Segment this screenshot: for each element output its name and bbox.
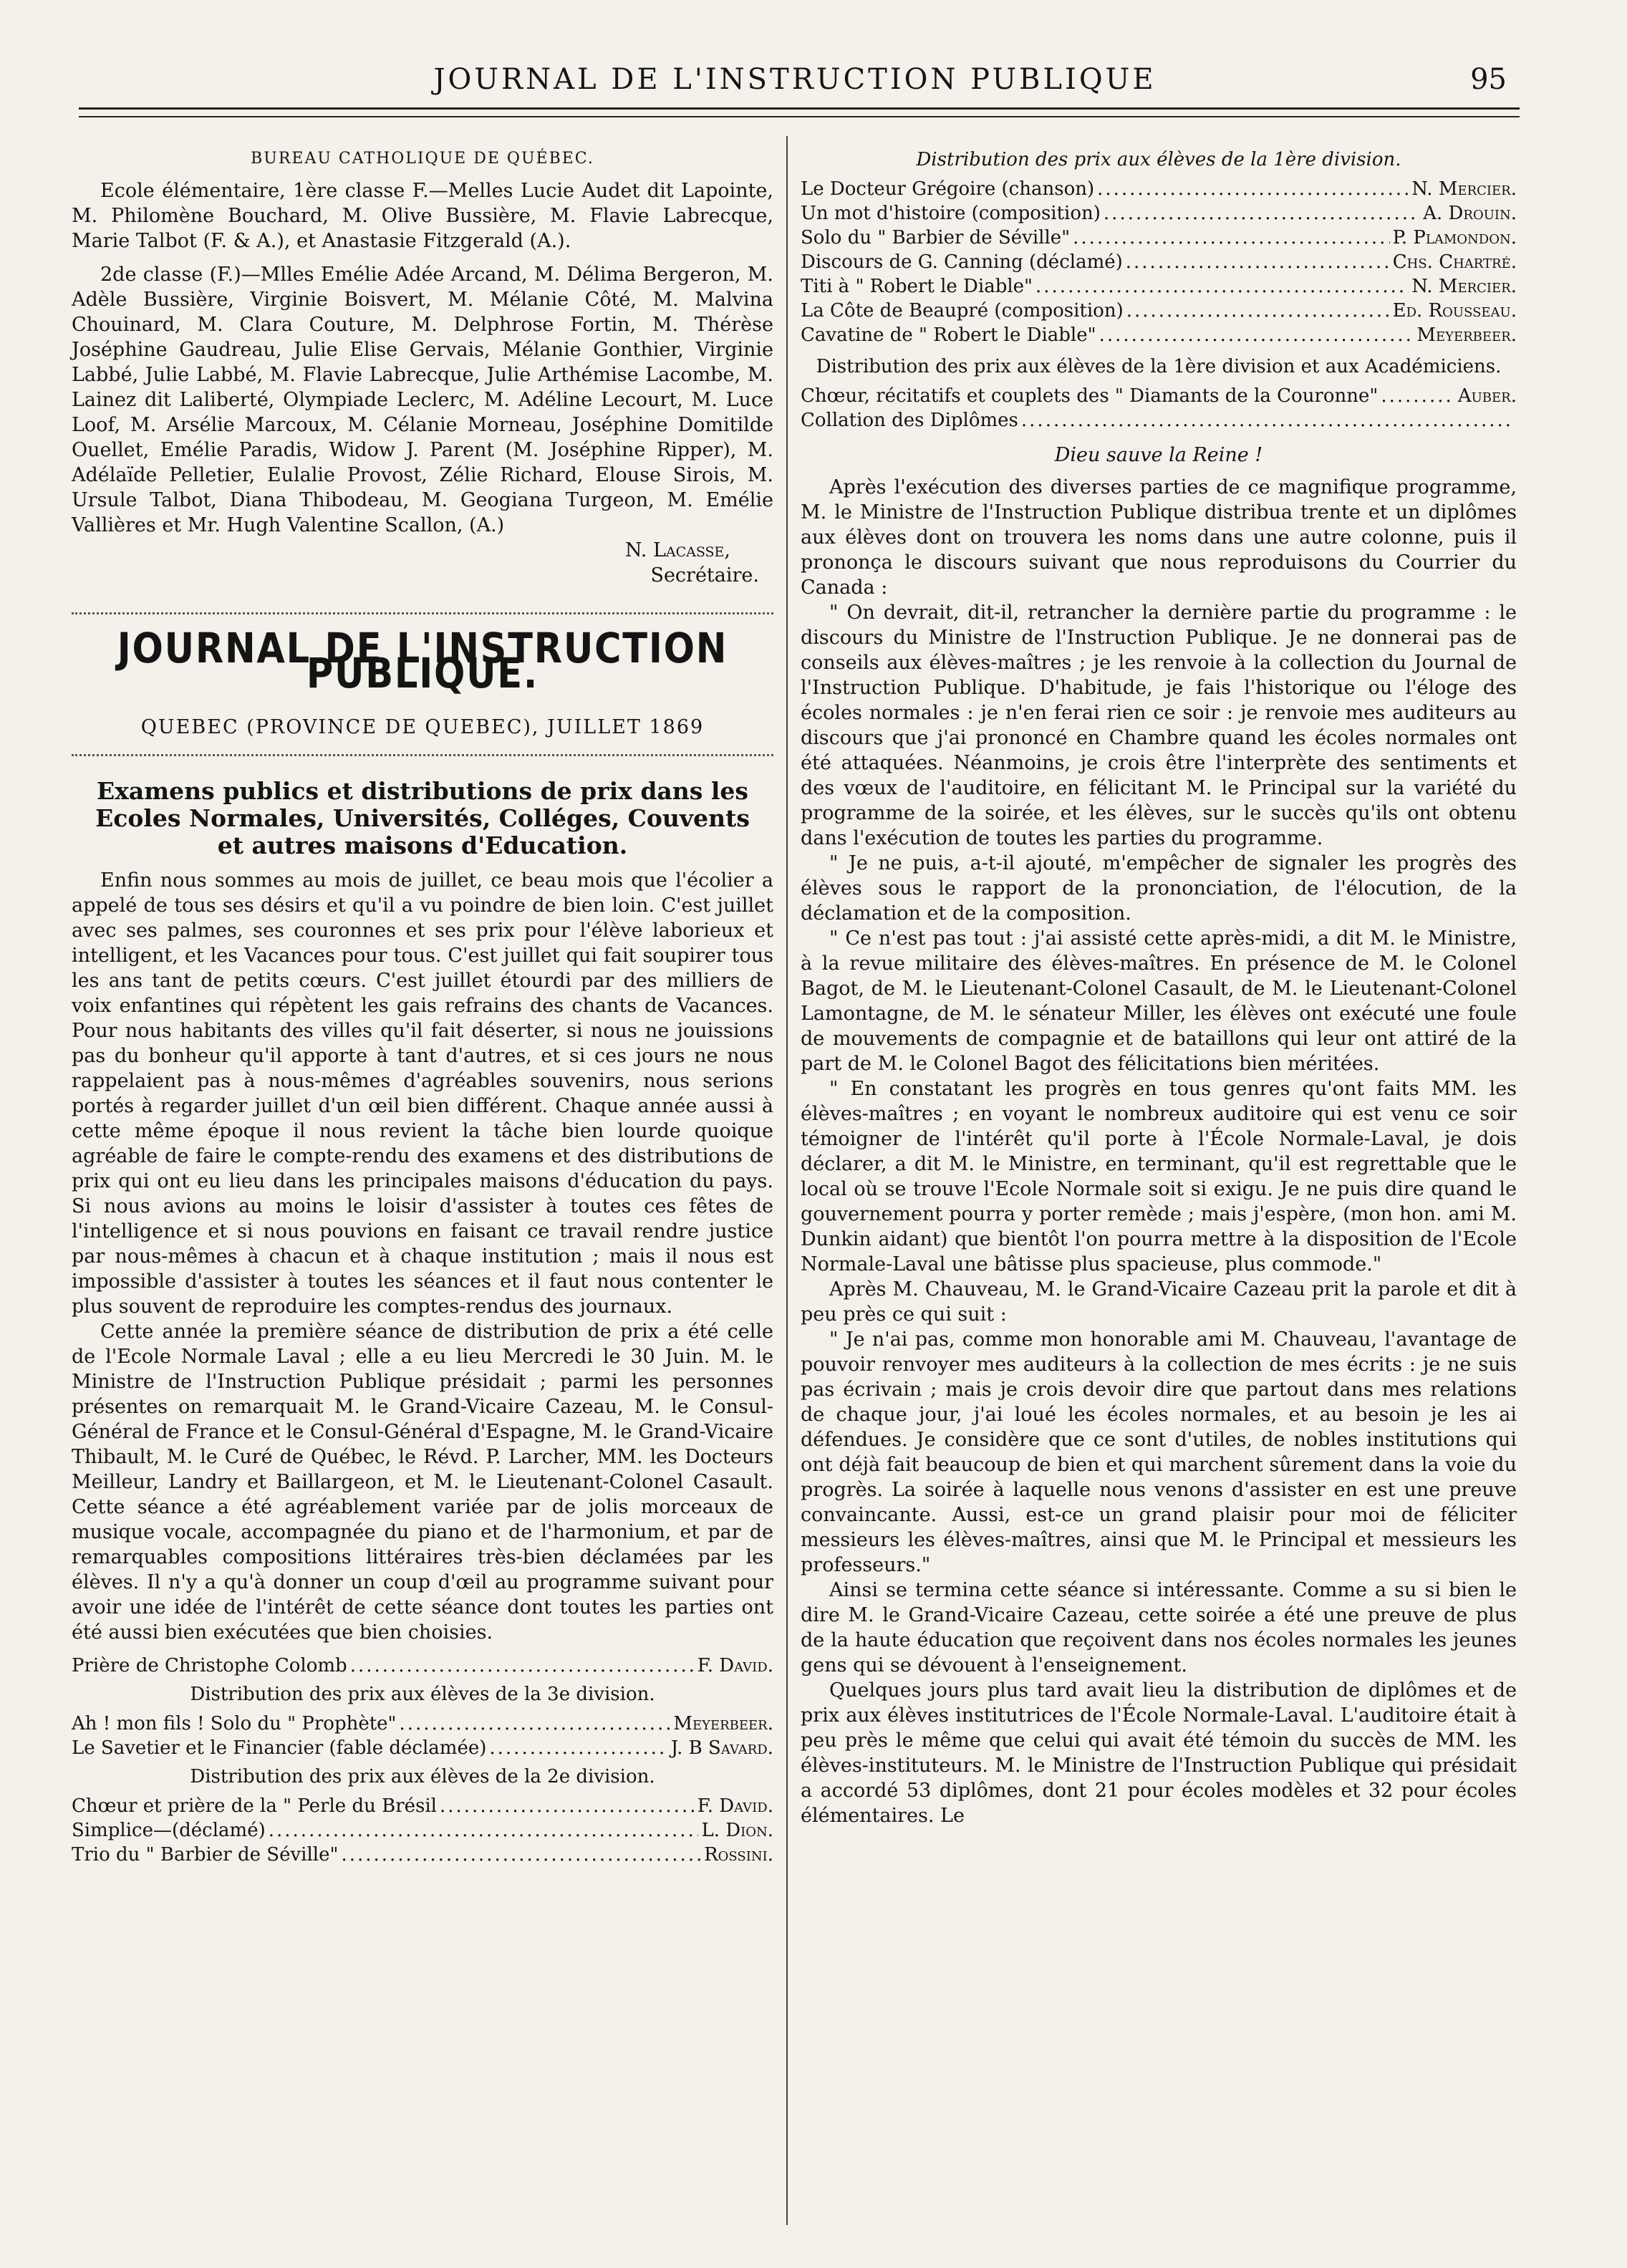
article-paragraph: Enfin nous sommes au mois de juillet, ce beau mois que l'écolier a appelé de tous ses désirs et qu'il a vu poindre de bien loin. C'est juillet avec ses palmes, ses couronnes et ses prix pour l'élève laborieux et intelligent, et les Vacances pour tous. C'est juillet qui fait soupirer tous les ans tant de petits cœurs. C'est juillet étourdi par des milliers de voix enfantines qui répètent les gais refrains des chants de Vacances. Pour nous habitants des villes qu'il fait déserter, si nous ne jouissions pas du bonheur qu'il apporte à tant d'autres, et si ces jours ne nous rappelaient pas à nous-mêmes d'agréables souvenirs, nous serions portés à regarder juillet d'un œil bien différent. Chaque année aussi à cette même époque il nous revient la tâche bien lourde quoique agréable de faire le compte-rendu des examens et des distributions de prix qui ont eu lieu dans les principales maisons d'éducation du pays. Si nous avions au moins le loisir d'assister à toutes ces fêtes de l'intelligence et si nous pouvions en faisant ce travail rendre justice par nous-mêmes à chacun et à chaque institution ; mais il nous est impossible d'assister à toutes les séances et il faut nous contenter le plus souvent de reproduire les comptes-rendus des journaux. <box>72 869 773 1318</box>
program-item <box>72 1654 773 1678</box>
article-paragraph: Après M. Chauveau, M. le Grand-Vicaire Cazeau prit la parole et dit à peu près ce qui suit : <box>801 1278 1517 1326</box>
program-item: Ah ! mon fils ! Solo du " Prophète" ..... Meyerbeer. <box>72 1712 773 1736</box>
program-item: Chœur et prière de la " Perle du Brésil ..... F. David. <box>72 1794 773 1818</box>
program-division-heading: Distribution des prix aux élèves de la 3e division. <box>190 1684 655 1705</box>
article-paragraph: " Ce n'est pas tout : j'ai assisté cette après-midi, a dit M. le Ministre, à la revue militaire des élèves-maîtres. En présence de M. le Colonel Bagot, de M. le Lieutenant-Colonel Casault, de M. le Lieutenant-Colonel Lamontagne, de M. le sénateur Miller, les élèves ont exécuté une foule de mouvements de compagnie et de bataillons qui leur ont attiré de la part de M. le Colonel Bagot des félicitations bien méritées. <box>801 927 1517 1075</box>
right-column <box>801 143 1517 1828</box>
program-item: Simplice—(déclamé) ..... L. Dion. <box>72 1818 773 1843</box>
program-item: Le Savetier et le Financier (fable déclamée) ..... J. B Savard. <box>72 1736 773 1760</box>
masthead-title: JOURNAL DE L'INSTRUCTION PUBLIQUE. <box>117 624 728 698</box>
article-paragraph: Après l'exécution des diverses parties de ce magnifique programme, M. le Ministre de l'Instruction Publique distribua trente et un diplômes aux élèves dont on trouvera les noms dans une autre colonne, puis il prononça le discours suivant que nous reproduisons du Courrier du Canada : <box>801 476 1517 599</box>
program-item: Un mot d'histoire (composition) ..... A. Drouin. <box>801 201 1517 226</box>
article-paragraph: Cette année la première séance de distribution de prix a été celle de l'Ecole Normale Laval ; elle a eu lieu Mercredi le 30 Juin. M. le Ministre de l'Instruction Publique présidait ; parmi les personnes présentes on remarquait M. le Grand-Vicaire Cazeau, M. le Consul-Général de France et le Consul-Général d'Espagne, M. le Grand-Vicaire Thibault, M. le Curé de Québec, le Révd. P. Larcher, MM. les Docteurs Meilleur, Landry et Baillargeon, et M. le Lieutenant-Colonel Casault. Cette séance a été agréablement variée par de jolis morceaux de musique vocale, accompagnée du piano et de l'harmonium, et par de remarquables compositions littéraires très-bien déclamées par les élèves. Il n'y a qu'à donner un coup d'œil au programme suivant pour avoir une idée de l'intérêt de cette séance dont toutes les parties ont été aussi bien exécutées que bien choisies. <box>72 1321 773 1644</box>
article-paragraph: Ainsi se termina cette séance si intéressante. Comme a su si bien le dire M. le Grand-Vicaire Cazeau, cette soirée a été une preuve de plus de la haute éducation que reçoivent dans nos écoles normales les jeunes gens qui se dévouent à l'enseignement. <box>801 1579 1517 1676</box>
program-item: Trio du " Barbier de Séville" ..... Rossini. <box>72 1843 773 1867</box>
program-item: Le Docteur Grégoire (chanson) ..... N. Mercier. <box>801 177 1517 201</box>
section-heading: BUREAU CATHOLIQUE DE QUÉBEC. <box>251 150 594 168</box>
article-paragraph: " Je n'ai pas, comme mon honorable ami M. Chauveau, l'avantage de pouvoir renvoyer mes auditeurs à la collection de mes écrits : je ne suis pas écrivain ; mais je crois devoir dire que partout dans mes relations de chaque jour, j'ai loué les écoles normales, et au besoin je les ai défendues. Je considère que ce sont d'utiles, de nobles institutions qui ont déjà fait beaucoup de bien et qui marchent sûrement dans la voie du progrès. La soirée à laquelle nous venons d'assister en est une preuve convaincante. Aussi, est-ce un grand plaisir pour moi de féliciter messieurs les élèves-maîtres, ainsi que M. le Principal et messieurs les professeurs." <box>801 1328 1517 1576</box>
program-item: Discours de G. Canning (déclamé) ..... Chs. Chartré. <box>801 250 1517 274</box>
header-rule-top <box>79 107 1520 110</box>
header-rule-bottom <box>79 116 1520 117</box>
program-item: Cavatine de " Robert le Diable" ..... Meyerbeer. <box>801 323 1517 347</box>
program-item: Titi à " Robert le Diable" ..... N. Mercier. <box>801 274 1517 299</box>
signature-title: Secrétaire. <box>650 564 759 587</box>
program-performer: F. David. <box>697 1655 773 1676</box>
article-paragraph: " En constatant les progrès en tous genres qu'ont faits MM. les élèves-maîtres ; en voyant le nombreux auditoire qui est venu ce soir témoigner de l'intérêt qu'il porte à l'École Normale-Laval, je dois déclarer, a dit M. le Ministre, en terminant, qu'il est regrettable que le local où se trouve l'Ecole Normale soit si exigu. Je ne puis dire quand le gouvernement pourra y porter remède ; mais j'espère, (mon hon. ami M. Dunkin aidant) que bientôt l'on pourra mettre à la disposition de l'Ecole Normale-Laval une bâtisse plus spacieuse, plus commode." <box>801 1078 1517 1275</box>
left-column <box>72 143 773 1867</box>
class2-paragraph: 2de classe (F.)—Mlles Emélie Adée Arcand, M. Délima Bergeron, M. Adèle Bussière, Virginie Boisvert, M. Mélanie Côté, M. Malvina Chouinard, M. Clara Couture, M. Delphrose Fortin, M. Thérèse Joséphine Gaudreau, Julie Elise Gervais, Mélanie Gonthier, Virginie Labbé, Julie Labbé, M. Flavie Labrecque, Julie Arthémise Lacombe, M. Lainez dit Laliberté, Olympiade Leclerc, M. Adéline Lecourt, M. Luce Loof, M. Arsélie Marcoux, M. Célanie Morneau, Joséphine Domitilde Ouellet, Emélie Paradis, Widow J. Parent (M. Joséphine Ripper), M. Adélaïde Pelletier, Eulalie Provost, Zélie Richard, Elouse Sirois, M. Ursule Talbot, Diana Thibodeau, M. Geogiana Turgeon, M. Emélie Vallières et Mr. Hugh Valentine Scallon, (A.) <box>72 264 773 536</box>
dotted-rule <box>72 612 773 614</box>
article-paragraph: Quelques jours plus tard avait lieu la distribution de diplômes et de prix aux élèves institutrices de l'École Normale-Laval. L'auditoire était à peu près le même que celui qui avait été témoin du succès de MM. les élèves-instituteurs. M. le Ministre de l'Instruction Publique qui présidait a accordé 53 diplômes, dont 21 pour écoles modèles et 32 pour écoles élémentaires. Le <box>801 1679 1517 1827</box>
page-number: 95 <box>1470 63 1507 96</box>
class1-paragraph: Ecole élémentaire, 1ère classe F.—Melles Lucie Audet dit Lapointe, M. Philomène Bouchard, M. Olive Bussière, M. Flavie Labrecque, Marie Talbot (F. & A.), et Anastasie Fitzgerald (A.). <box>72 180 773 252</box>
program-item: Chœur, récitatifs et couplets des " Diamants de la Couronne" ..... Auber. <box>801 384 1517 408</box>
program-division-heading: Distribution des prix aux élèves de la 1ère division et aux Académiciens. <box>816 356 1502 377</box>
dotted-rule <box>72 754 773 756</box>
article-paragraph: " On devrait, dit-il, retrancher la dernière partie du programme : le discours du Ministre de l'Instruction Publique. Je ne donnerai pas de conseils aux élèves-maîtres ; je les renvoie à la collection du Journal de l'Instruction Publique. D'habitude, je fais l'historique ou l'éloge des écoles normales : je n'en ferai rien ce soir : je renvoie mes auditeurs au discours que j'ai prononcé en Chambre quand les écoles normales ont été attaquées. Néanmoins, je crois être l'interprète des sentiments et des vœux de l'auditoire, en félicitant M. le Principal sur la variété du programme de la soirée, et les élèves, sur le succès qu'ils ont obtenu dans l'exécution de toutes les parties du programme. <box>801 602 1517 849</box>
program-item: La Côte de Beaupré (composition) ..... Ed. Rousseau. <box>801 299 1517 323</box>
article-title: Examens publics et distributions de prix dans les Ecoles Normales, Universités, Colléges, Couvents et autres maisons d'Education. <box>95 777 750 859</box>
article-paragraph: " Je ne puis, a-t-il ajouté, m'empêcher de signaler les progrès des élèves sous le rapport de la prononciation, de l'élocution, de la déclamation et de la composition. <box>801 852 1517 925</box>
dateline: QUEBEC (PROVINCE DE QUEBEC), JUILLET 1869 <box>140 716 705 738</box>
signature-name: N. Lacasse, <box>624 539 730 561</box>
program-division-heading: Distribution des prix aux élèves de la 2e division. <box>190 1766 655 1787</box>
program-division-heading: Distribution des prix aux élèves de la 1ère division. <box>916 149 1401 170</box>
column-separator <box>786 136 788 2225</box>
program-item: Collation des Diplômes ..... <box>801 408 1517 433</box>
program-item: Solo du " Barbier de Séville" ..... P. Plamondon. <box>801 226 1517 250</box>
closing-anthem: Dieu sauve la Reine ! <box>1054 444 1263 466</box>
program-title: Prière de Christophe Colomb <box>72 1655 347 1676</box>
running-title: JOURNAL DE L'INSTRUCTION PUBLIQUE <box>433 63 1157 96</box>
